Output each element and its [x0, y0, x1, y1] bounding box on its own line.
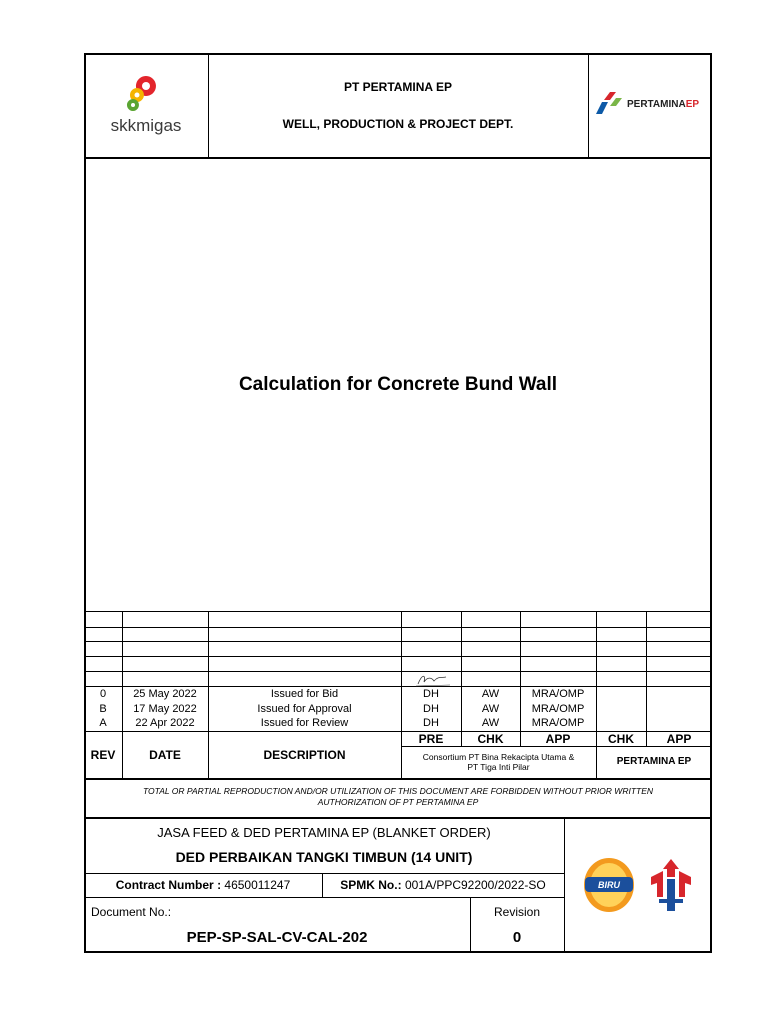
rev-header: REV [90, 747, 116, 762]
project-line [84, 897, 564, 898]
date-cell: 22 Apr 2022 [135, 717, 195, 729]
chk-cell: AW [481, 717, 500, 729]
rev-cell: 0 [99, 688, 107, 700]
owner-chk-header: CHK [608, 731, 634, 746]
chk-cell: AW [481, 703, 500, 715]
signature-mark [414, 672, 454, 688]
description-header: DESCRIPTION [263, 747, 346, 762]
notice-divider [84, 817, 712, 819]
rev-grid-vline [646, 611, 647, 746]
pertamina-logo-icon [594, 92, 624, 118]
header-vline-left [208, 53, 209, 157]
date-header: DATE [149, 747, 181, 762]
rev-grid-line [84, 778, 712, 780]
project-vline [564, 817, 565, 953]
chk-cell: AW [481, 688, 500, 700]
pertamina-logo-text: PERTAMINAEP [627, 99, 700, 110]
project-order: JASA FEED & DED PERTAMINA EP (BLANKET ORDER) [157, 824, 491, 840]
document-title: Calculation for Concrete Bund Wall [238, 374, 558, 395]
pre-cell: DH [423, 688, 439, 700]
chk-header: CHK [477, 731, 504, 746]
biru-logo [583, 857, 635, 913]
pillar-logo-icon [649, 857, 693, 913]
rev-cell: A [99, 717, 107, 729]
date-cell: 17 May 2022 [133, 703, 197, 715]
skkmigas-logo-text: skkmigas [110, 116, 182, 135]
header-vline-right [588, 53, 589, 157]
description-cell: Issued for Approval [257, 703, 352, 715]
rev-grid-line [84, 671, 712, 672]
rev-grid-line [84, 641, 712, 642]
owner-label: PERTAMINA EP [616, 756, 692, 767]
spmk-number [322, 873, 564, 897]
app-header: APP [545, 731, 571, 746]
rev-grid-line [84, 656, 712, 657]
contract-value: 4650011247 [224, 878, 291, 892]
spmk-label: SPMK No.: [340, 878, 402, 892]
project-name: DED PERBAIKAN TANGKI TIMBUN (14 UNIT) [175, 849, 473, 865]
tiga-inti-pilar-logo [649, 857, 693, 913]
pertamina-ep-logo [594, 92, 708, 120]
pre-cell: DH [423, 717, 439, 729]
app-cell: MRA/OMP [531, 703, 585, 715]
spmk-value: 001A/PPC92200/2022-SO [404, 878, 546, 892]
revision-label: Revision [493, 905, 541, 919]
header-divider [84, 157, 712, 159]
date-cell: 25 May 2022 [133, 688, 197, 700]
rev-cell: B [99, 703, 107, 715]
biru-logo-text: BIRU [598, 879, 620, 890]
pre-header: PRE [418, 731, 444, 746]
app-cell: MRA/OMP [531, 688, 585, 700]
description-cell: Issued for Review [260, 717, 349, 729]
owner-app-header: APP [666, 731, 692, 746]
pre-cell: DH [423, 703, 439, 715]
revision-value: 0 [512, 928, 522, 946]
rev-grid-line [84, 627, 712, 628]
document-number-label: Document No.: [91, 905, 172, 919]
department-name: WELL, PRODUCTION & PROJECT DEPT. [282, 117, 514, 131]
description-cell: Issued for Bid [270, 688, 339, 700]
reproduction-notice: TOTAL OR PARTIAL REPRODUCTION AND/OR UTILIZATION OF THIS DOCUMENT ARE FORBIDDEN WITHOUT PRIOR WRITTEN AUTHORIZATION OF PT PERTAMINA EP [142, 786, 654, 807]
skkmigas-logo [96, 72, 196, 138]
company-name: PT PERTAMINA EP [343, 80, 452, 94]
document-number: PEP-SP-SAL-CV-CAL-202 [186, 928, 368, 946]
consortium-label: Consortium PT Bina Rekacipta Utama & PT Tiga Inti Pilar [422, 752, 575, 772]
contract-number [84, 873, 322, 897]
app-cell: MRA/OMP [531, 717, 585, 729]
rev-grid-line [84, 611, 712, 612]
contract-label: Contract Number : [115, 878, 222, 892]
